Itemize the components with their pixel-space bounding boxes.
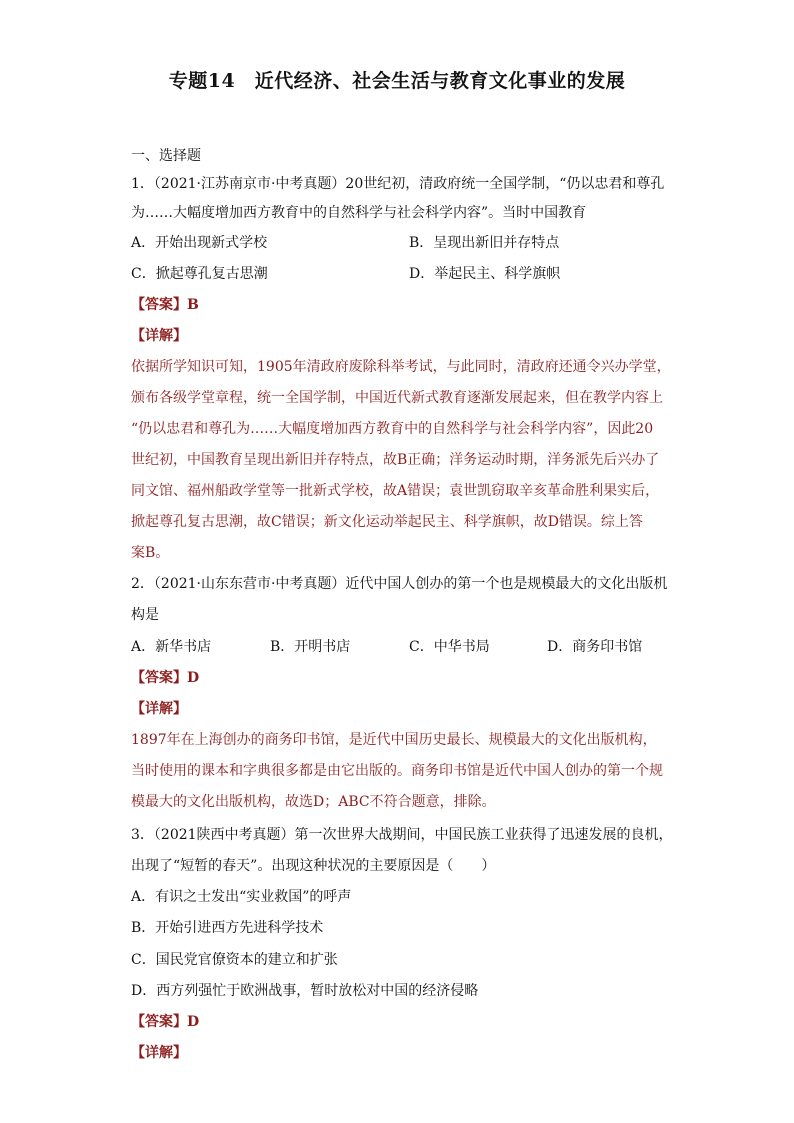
page-title: 专题14 近代经济、社会生活与教育文化事业的发展 (168, 70, 626, 92)
q3-explain-label: 【详解】 (131, 1045, 187, 1061)
q1-explain-line: “仍以忠君和尊孔为……大幅度增加西方教育中的自然科学与社会科学内容”，因此20 (131, 421, 654, 437)
q2-option-d: D．商务印书馆 (547, 639, 643, 655)
q1-explain-line: 同文馆、福州船政学堂等一批新式学校，故A错误；袁世凯窃取辛亥革命胜利果实后， (131, 483, 660, 499)
q2-option-a: A．新华书店 (131, 639, 212, 655)
q3-option-b: B．开始引进西方先进科学技术 (131, 920, 324, 936)
q2-explain-label: 【详解】 (131, 701, 187, 717)
q1-stem-line: 1．（2021·江苏南京市·中考真题）20世纪初，清政府统一全国学制，“仍以忠君和尊孔 (131, 176, 665, 192)
q1-stem-line: 为……大幅度增加西方教育中的自然科学与社会科学内容”。当时中国教育 (131, 205, 587, 221)
q2-stem-line: 构是 (131, 607, 159, 623)
q2-explain-line: 模最大的文化出版机构，故选D；ABC不符合题意，排除。 (131, 794, 496, 810)
q1-explain-line: 掀起尊孔复古思潮，故C错误；新文化运动举起民主、科学旗帜，故D错误。综上答 (131, 514, 643, 530)
q2-explain-line: 1897年在上海创办的商务印书馆，是近代中国历史最长、规模最大的文化出版机构， (131, 732, 657, 748)
q1-option-a: A．开始出现新式学校 (131, 235, 268, 251)
section-heading: 一、选择题 (131, 148, 201, 164)
q1-explain-line: 颁布各级学堂章程，统一全国学制，中国近代新式教育逐渐发展起来，但在教学内容上 (131, 390, 663, 406)
q3-option-a: A．有识之士发出“实业救国”的呼声 (131, 889, 352, 905)
q1-explain-line: 依据所学知识可知，1905年清政府废除科举考试，与此同时，清政府还通令兴办学堂， (131, 359, 671, 375)
q3-answer: 【答案】D (131, 1014, 200, 1030)
q1-option-d: D．举起民主、科学旗帜 (409, 266, 561, 282)
q2-option-c: C．中华书局 (409, 639, 490, 655)
q3-option-c: C．国民党官僚资本的建立和扩张 (131, 952, 338, 968)
q2-stem-line: 2．（2021·山东东营市·中考真题）近代中国人创办的第一个也是规模最大的文化出版机 (131, 576, 668, 592)
q1-explain-line: 世纪初，中国教育呈现出新旧并存特点，故B正确；洋务运动时期，洋务派先后兴办了 (131, 452, 660, 468)
q2-option-b: B．开明书店 (270, 639, 351, 655)
q1-explain-label: 【详解】 (131, 328, 187, 344)
q2-explain-line: 当时使用的课本和字典很多都是由它出版的。商务印书馆是近代中国人创办的第一个规 (131, 763, 663, 779)
q3-option-d: D．西方列强忙于欧洲战事，暂时放松对中国的经济侵略 (131, 983, 479, 999)
q1-explain-line: 案B。 (131, 545, 170, 561)
q3-stem-line: 出现了“短暂的春天”。出现这种状况的主要原因是（ ） (131, 858, 496, 874)
q1-answer: 【答案】B (131, 297, 199, 313)
q3-stem-line: 3．（2021陕西中考真题）第一次世界大战期间，中国民族工业获得了迅速发展的良机， (131, 827, 673, 843)
q1-option-b: B．呈现出新旧并存特点 (409, 235, 560, 251)
q1-option-c: C．掀起尊孔复古思潮 (131, 266, 268, 282)
q2-answer: 【答案】D (131, 670, 200, 686)
